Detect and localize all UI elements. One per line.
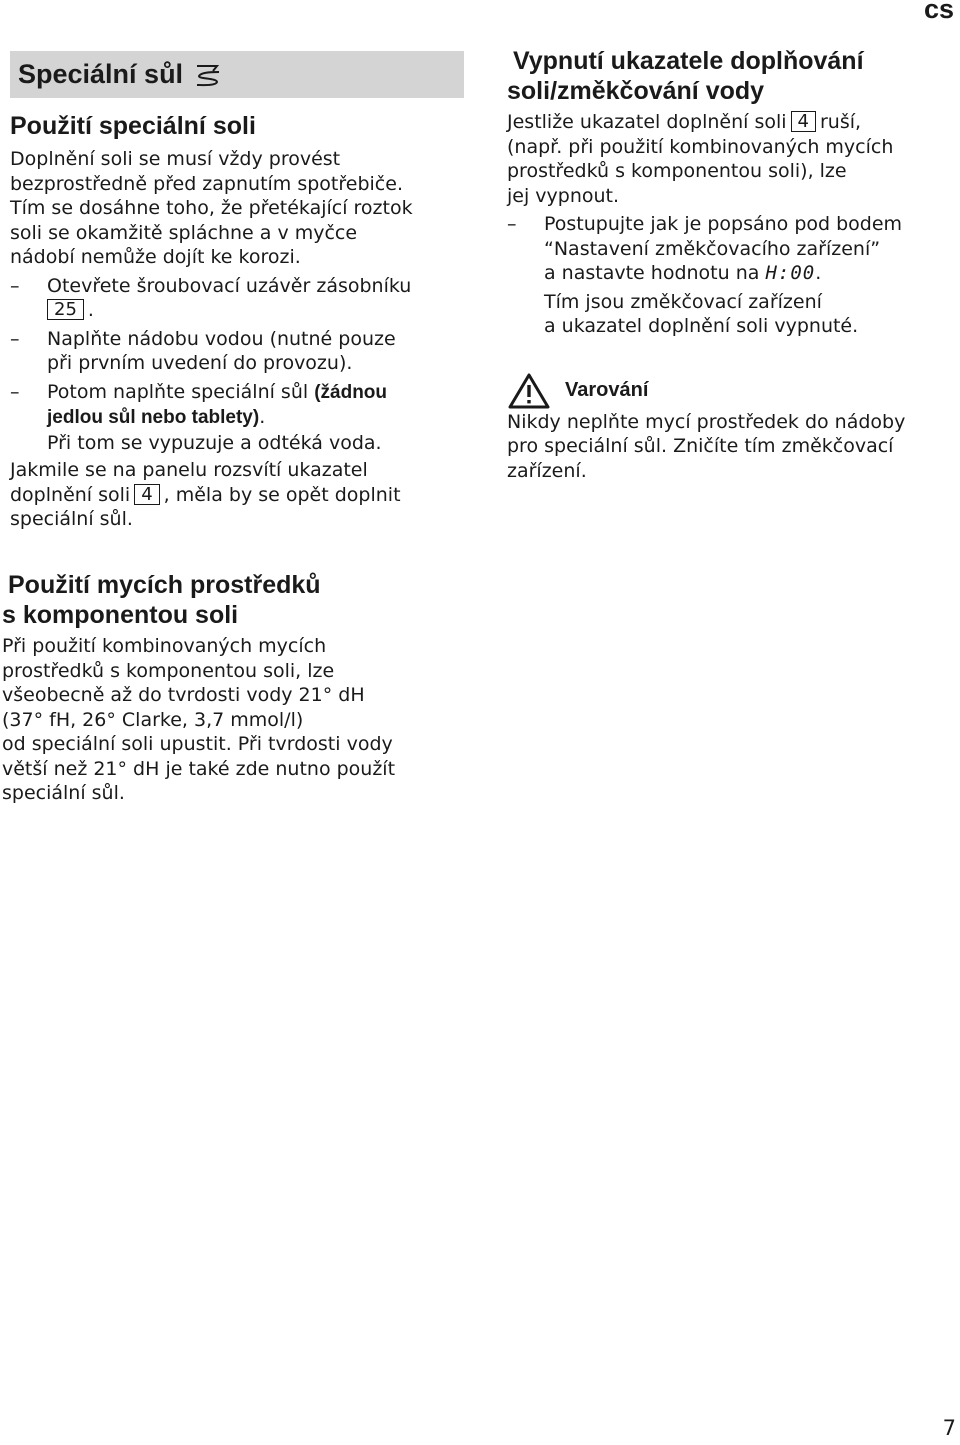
step-bold-text: jedlou sůl nebo tablety) [47, 407, 260, 428]
ref-box-4: 4 [791, 111, 816, 132]
step-text: “Nastavení změkčovacího zařízení” [544, 237, 881, 260]
combi-line: speciální sůl. [2, 782, 125, 804]
step-disable [507, 212, 957, 286]
right-intro-line [507, 110, 957, 135]
dash-marker: – [507, 213, 517, 235]
intro-line: Doplnění soli se musí vždy provést [10, 148, 341, 170]
outro-text: doplnění soli [10, 483, 131, 506]
warning-triangle-icon [507, 372, 551, 410]
intro-paragraph [10, 147, 470, 270]
dash-marker: – [10, 274, 20, 297]
salt-icon [193, 62, 223, 88]
outro-text: , měla by se opět doplnit [163, 483, 401, 506]
dash-marker: – [10, 327, 20, 350]
dash-marker: – [10, 380, 20, 403]
step-tail: . [259, 406, 266, 428]
step-text: a nastavte hodnotu na [544, 262, 760, 284]
warning-label: Varování [565, 379, 649, 401]
step-text: Otevřete šroubovací uzávěr zásobníku [47, 274, 412, 297]
combi-line: (37° fH, 26° Clarke, 3,7 mmol/l) [2, 708, 304, 731]
intro-line: Tím se dosáhne toho, že přetékající roztok [10, 197, 413, 219]
step-text: Naplňte nádobu vodou (nutné pouze [47, 327, 396, 350]
step-extra: Při tom se vypuzuje a odtéká voda. [47, 431, 382, 454]
heading-special-salt-use: Použití speciální soli [10, 112, 256, 140]
page-number: 7 [942, 1416, 956, 1440]
outro-line: Jakmile se na panelu rozsvítí ukazatel [10, 459, 368, 481]
right-intro [507, 110, 957, 208]
warning-text [507, 410, 957, 484]
outro-paragraph [10, 458, 470, 532]
display-value: H:00 [765, 262, 816, 284]
left-column [10, 111, 470, 532]
step-bold-text: (žádnou [314, 381, 388, 403]
language-tag: cs [923, 0, 954, 24]
heading-disable-indicator: Vypnutí ukazatele doplňování [513, 47, 864, 75]
combi-line: od speciální soli upustit. Při tvrdosti vody [2, 733, 393, 755]
right-intro-line: prostředků s komponentou soli), lze [507, 160, 847, 182]
combi-line: Při použití kombinovaných mycích [2, 635, 327, 657]
heading-combi-line: s komponentou soli [2, 601, 239, 629]
right-intro-line: (např. při použití kombinovaných mycích [507, 135, 894, 158]
outro-line: speciální sůl. [10, 508, 133, 530]
combi-section [2, 570, 472, 806]
outro-line [10, 483, 470, 508]
right-column [507, 46, 957, 483]
intro-line: nádobí nemůže dojít ke korozi. [10, 246, 301, 268]
step-text: při prvním uvedení do provozu). [47, 352, 353, 374]
intro-line: soli se okamžitě spláchne a v myčce [10, 221, 358, 244]
step-result [507, 290, 957, 339]
ref-box-4: 4 [134, 484, 159, 505]
ref-box-25: 25 [47, 299, 84, 320]
heading-combi-line: Použití mycích prostředků [8, 571, 321, 599]
warning-line: zařízení. [507, 459, 587, 482]
step-open-cap [10, 274, 470, 323]
combi-paragraph [2, 634, 472, 806]
step-tail: . [87, 299, 94, 321]
step-result-line: a ukazatel doplnění soli vypnuté. [544, 315, 859, 337]
warning-line: Nikdy neplňte mycí prostředek do nádoby [507, 410, 906, 433]
combi-line: všeobecně až do tvrdosti vody 21° dH [2, 684, 365, 706]
combi-line: prostředků s komponentou soli, lze [2, 659, 335, 682]
intro-text: ruší, [819, 111, 862, 133]
right-intro-line: jej vypnout. [507, 184, 620, 207]
warning-header [507, 372, 957, 410]
section-header-bar [10, 51, 464, 98]
step-tail: . [815, 262, 822, 284]
step-fill-salt [10, 380, 470, 456]
section-title: Speciální sůl [18, 59, 184, 89]
heading-disable-indicator: soli/změkčování vody [507, 77, 765, 105]
intro-line: bezprostředně před zapnutím spotřebiče. [10, 172, 403, 195]
step-text: Potom naplňte speciální sůl [47, 380, 315, 403]
intro-text: Jestliže ukazatel doplnění soli [507, 111, 787, 133]
warning-line: pro speciální sůl. Zničíte tím změkčovací [507, 435, 894, 457]
step-result-line: Tím jsou změkčovací zařízení [544, 290, 822, 313]
step-fill-water [10, 327, 470, 376]
combi-line: větší než 21° dH je také zde nutno použít [2, 757, 396, 780]
step-text: Postupujte jak je popsáno pod bodem [544, 213, 903, 235]
